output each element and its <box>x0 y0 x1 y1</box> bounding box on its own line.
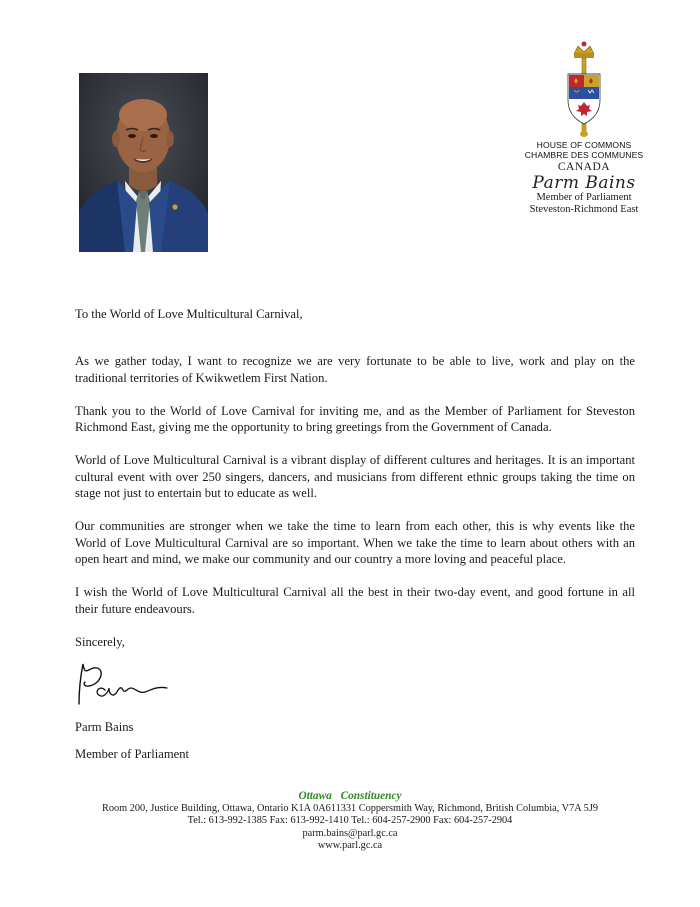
house-of-commons-crest-icon <box>554 40 614 140</box>
paragraph-5: I wish the World of Love Multicultural Carnival all the best in their two-day event, and good fortune in all their future endeavours. <box>75 585 635 616</box>
letter-body <box>75 306 635 763</box>
paragraph-2: Thank you to the World of Love Carnival for inviting me, and as the Member of Parliament for Steveston Richmond East, giving me the opportunity to bring greetings from the Government of Canada. <box>75 403 635 435</box>
footer-website[interactable]: www.parl.gc.ca <box>317 840 383 852</box>
mp-name-script: Parm Bains <box>532 173 636 193</box>
signer-title: Member of Parliament <box>75 747 190 762</box>
paragraph-4: Our communities are stronger when we take the time to learn from each other, this is why events like the World of Love Multicultural Carnival are so important. When we take the time to learn about others with an open heart and mind, we make our community and our country a more loving and peaceful place. <box>75 519 635 566</box>
chambre-des-communes-label: CHAMBRE DES COMMUNES <box>524 150 644 160</box>
footer-phones: Tel.: 613-992-1385 Fax: 613-992-1410 Tel.: 604-257-2900 Fax: 604-257-2904 <box>187 815 513 827</box>
closing: Sincerely, <box>75 634 125 649</box>
handwritten-signature <box>71 660 181 710</box>
footer-heading: Ottawa Constituency <box>298 790 402 802</box>
footer-address: Room 200, Justice Building, Ottawa, Ontario K1A 0A611331 Coppersmith Way, Richmond, British Columbia, V7A 5J9 <box>102 802 598 814</box>
footer <box>0 790 700 853</box>
mp-riding: Steveston-Richmond East <box>529 204 639 215</box>
paragraph-1: As we gather today, I want to recognize we are very fortunate to be able to live, work and play on the traditional territories of Kwikwetlem First Nation. <box>75 354 635 385</box>
portrait-illustration <box>79 73 208 252</box>
paragraph-3: World of Love Multicultural Carnival is a vibrant display of different cultures and heritages. It is an important cultural event with over 250 singers, dancers, and musicians from different ethnic groups taking the time on stage not just to entertain but to educate as well. <box>75 453 635 501</box>
house-of-commons-label: HOUSE OF COMMONS <box>536 140 632 150</box>
letterhead-crest-block <box>520 40 648 216</box>
mp-role: Member of Parliament <box>536 192 632 203</box>
portrait-photo <box>79 73 208 252</box>
signer-name: Parm Bains <box>75 720 134 735</box>
canada-label: CANADA <box>557 161 611 173</box>
footer-email[interactable]: parm.bains@parl.gc.ca <box>302 827 398 839</box>
salutation: To the World of Love Multicultural Carnival, <box>75 307 303 321</box>
